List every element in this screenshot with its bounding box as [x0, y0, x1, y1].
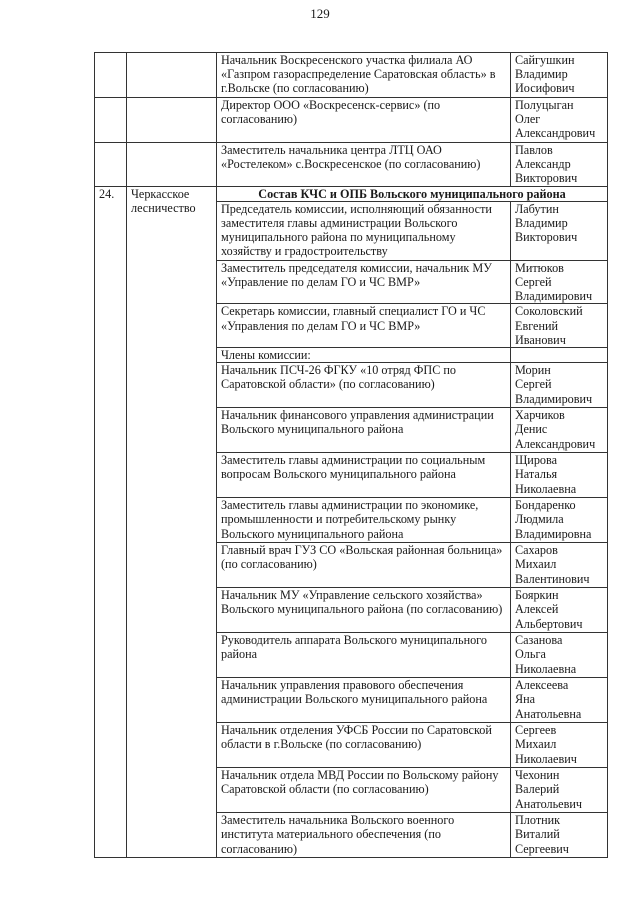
table-row — [95, 98, 608, 143]
person-name-part: Иосифович — [515, 81, 575, 96]
person-name-cell — [511, 453, 608, 498]
person-name-part: Владимировна — [515, 526, 592, 541]
person-name-part: Митюков — [515, 260, 564, 275]
person-name-part: Александрович — [515, 436, 596, 451]
person-name-cell — [511, 588, 608, 633]
person-name-part: Чехонин — [515, 768, 560, 783]
person-name-part: Иванович — [515, 332, 566, 347]
person-name-part: Плотник — [515, 813, 561, 828]
person-name-part: Сахаров — [515, 543, 558, 558]
position-cell: Начальник отделения УФСБ России по Саратовской области в г.Вольске (по согласованию) — [217, 723, 511, 768]
forestry-name: Черкасское лесничество — [127, 186, 217, 858]
person-name-part: Олег — [515, 112, 541, 127]
person-name-part: Валерий — [515, 782, 560, 797]
position-cell: Заместитель начальника Вольского военного института материального обеспечения (по согласованию) — [217, 813, 511, 858]
person-name-part: Лабутин — [515, 201, 559, 216]
person-name-part: Сазанова — [515, 633, 563, 648]
place-cell — [127, 98, 217, 143]
section-title: Состав КЧС и ОПБ Вольского муниципального района — [258, 186, 566, 201]
person-name-part: Владимир — [515, 216, 568, 231]
person-name-cell — [511, 543, 608, 588]
person-name-part: Александрович — [515, 126, 596, 141]
position-cell: Директор ООО «Воскресенск-сервис» (по согласованию) — [217, 98, 511, 143]
person-name-cell — [511, 498, 608, 543]
person-name-part: Владимир — [515, 67, 568, 82]
person-name-cell — [511, 723, 608, 768]
person-name-part: Алексеева — [515, 678, 569, 693]
person-name-part: Бондаренко — [515, 498, 576, 513]
person-name-part: Яна — [515, 692, 536, 707]
person-name-part: Наталья — [515, 467, 558, 482]
person-name-part: Виталий — [515, 827, 560, 842]
person-name-part: Михаил — [515, 737, 557, 752]
person-name-part: Денис — [515, 422, 548, 437]
person-name-part: Николаевич — [515, 751, 577, 766]
person-name-part: Викторович — [515, 171, 578, 186]
person-name-part: Соколовский — [515, 304, 583, 319]
person-name-part: Сергеевич — [515, 841, 569, 856]
person-name-part: Ольга — [515, 647, 546, 662]
place-cell — [127, 53, 217, 98]
commission-table — [94, 52, 608, 858]
person-name-cell — [511, 408, 608, 453]
number-cell — [95, 143, 127, 187]
page-number: 129 — [310, 6, 330, 21]
person-name-cell — [511, 768, 608, 813]
person-name-part: Сайгушкин — [515, 53, 575, 67]
person-name-part: Анатольевна — [515, 706, 582, 721]
position-cell: Главный врач ГУЗ СО «Вольская районная больница» (по согласованию) — [217, 543, 511, 588]
person-name-cell — [511, 143, 608, 187]
person-name-part: Александр — [515, 157, 571, 172]
position-cell: Заместитель председателя комиссии, начальник МУ «Управление по делам ГО и ЧС ВМР» — [217, 260, 511, 304]
number-cell — [95, 98, 127, 143]
person-name-cell — [511, 678, 608, 723]
place-cell — [127, 143, 217, 187]
person-name-part: Павлов — [515, 143, 553, 157]
person-name-part: Алексей — [515, 602, 559, 617]
person-name-part: Харчиков — [515, 408, 565, 423]
person-name-part: Альбертович — [515, 616, 583, 631]
person-name-part: Владимирович — [515, 289, 593, 304]
person-name-part: Сергеев — [515, 723, 557, 738]
person-name-part: Морин — [515, 363, 551, 378]
position-cell: Начальник МУ «Управление сельского хозяйства» Вольского муниципального района (по согласованию) — [217, 588, 511, 633]
table-row — [95, 53, 608, 98]
person-name-part: Полуцыган — [515, 98, 574, 112]
person-name-cell — [511, 98, 608, 143]
empty-name-cell — [511, 348, 608, 363]
person-name-part: Людмила — [515, 512, 564, 527]
position-cell: Заместитель главы администрации по экономике, промышленности и потребительскому рынку Вольского муниципального района — [217, 498, 511, 543]
position-cell: Начальник финансового управления администрации Вольского муниципального района — [217, 408, 511, 453]
person-name-part: Николаевна — [515, 661, 577, 676]
position-cell: Заместитель главы администрации по социальным вопросам Вольского муниципального района — [217, 453, 511, 498]
person-name-cell — [511, 201, 608, 260]
section-title-cell — [217, 186, 608, 201]
person-name-part: Викторович — [515, 230, 578, 245]
person-name-part: Михаил — [515, 557, 557, 572]
table-row — [95, 143, 608, 187]
person-name-cell — [511, 363, 608, 408]
members-label-cell — [217, 348, 511, 363]
person-name-part: Владимирович — [515, 391, 593, 406]
person-name-part: Евгений — [515, 318, 559, 333]
person-name-part: Щирова — [515, 453, 558, 468]
person-name-part: Сергей — [515, 275, 552, 290]
person-name-part: Анатольевич — [515, 796, 582, 811]
position-cell: Руководитель аппарата Вольского муниципального района — [217, 633, 511, 678]
position-cell: Секретарь комиссии, главный специалист ГО и ЧС «Управления по делам ГО и ЧС ВМР» — [217, 304, 511, 348]
section-number: 24. — [95, 186, 127, 858]
section-header-row — [95, 186, 608, 201]
person-name-cell — [511, 260, 608, 304]
person-name-part: Бояркин — [515, 588, 559, 603]
person-name-part: Валентинович — [515, 571, 590, 586]
person-name-cell — [511, 53, 608, 98]
position-cell: Председатель комиссии, исполняющий обязанности заместителя главы администрации Вольского муниципального района по муниципальному хозяйству и градостроительству — [217, 201, 511, 260]
person-name-cell — [511, 304, 608, 348]
person-name-cell — [511, 633, 608, 678]
members-label: Члены комиссии: — [221, 348, 311, 363]
number-cell — [95, 53, 127, 98]
position-cell: Начальник управления правового обеспечения администрации Вольского муниципального района — [217, 678, 511, 723]
position-cell: Начальник ПСЧ-26 ФГКУ «10 отряд ФПС по Саратовской области» (по согласованию) — [217, 363, 511, 408]
position-cell: Начальник Воскресенского участка филиала АО «Газпром газораспределение Саратовская область» в г.Вольске (по согласованию) — [217, 53, 511, 98]
position-cell: Начальник отдела МВД России по Вольскому району Саратовской области (по согласованию) — [217, 768, 511, 813]
position-cell: Заместитель начальника центра ЛТЦ ОАО «Ростелеком» с.Воскресенское (по согласованию) — [217, 143, 511, 187]
person-name-cell — [511, 813, 608, 858]
person-name-part: Сергей — [515, 377, 552, 392]
person-name-part: Николаевна — [515, 481, 577, 496]
